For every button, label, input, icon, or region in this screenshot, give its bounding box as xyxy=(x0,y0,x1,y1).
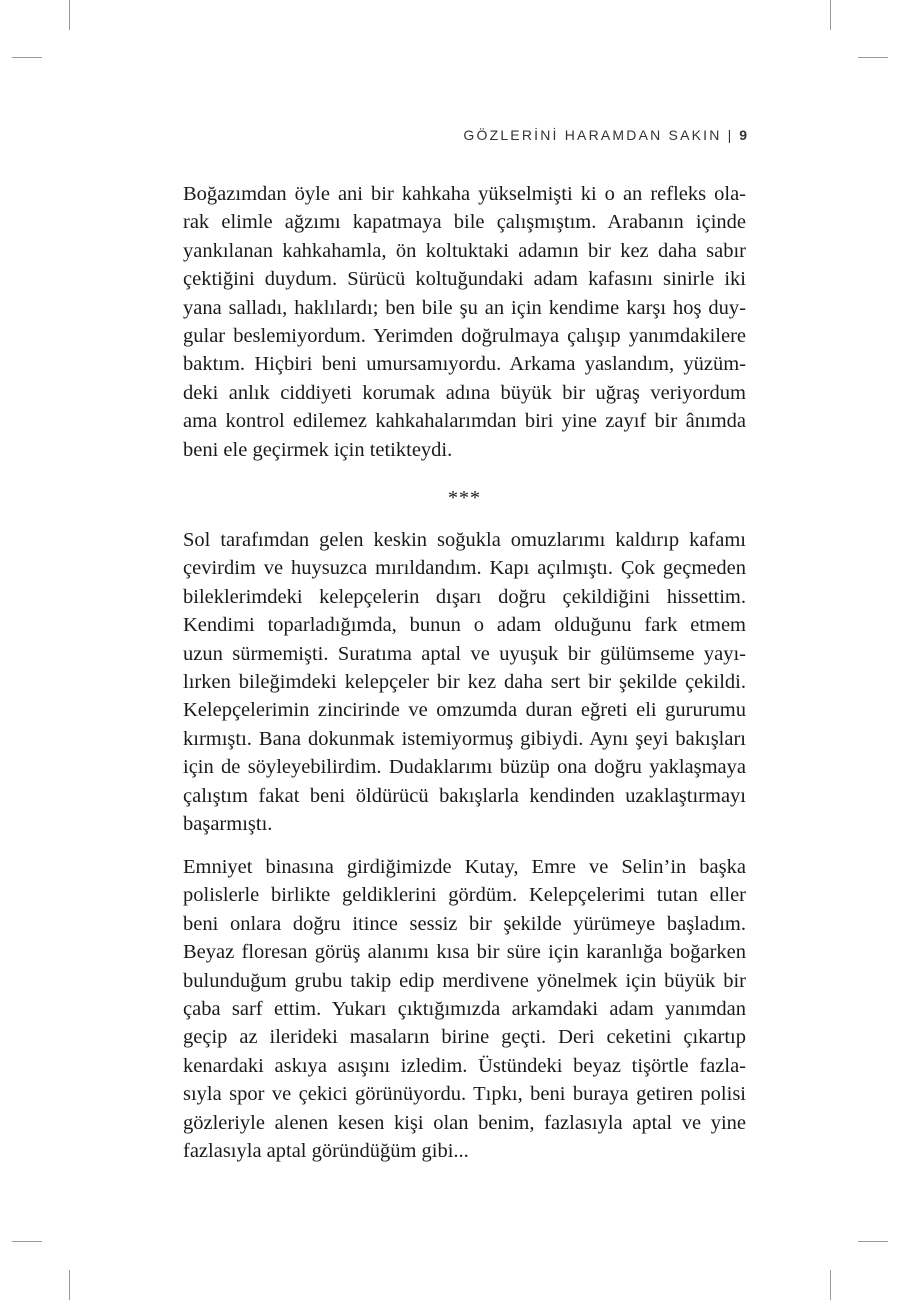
crop-mark-right-top xyxy=(858,57,888,58)
crop-mark-bottom-right xyxy=(830,1270,831,1300)
text-line: çevirdim ve huysuzca mırıldandım. Kapı açılmıştı. Çok geçmeden xyxy=(183,557,746,580)
text-line: beni onlara doğru itince sessiz bir şekilde yürümeye başladım. xyxy=(183,912,746,935)
text-line: kenardaki askıya asışını izledim. Üstündeki beyaz tişörtle fazla- xyxy=(183,1054,746,1077)
text-line: sıyla spor ve çekici görünüyordu. Tıpkı, beni buraya getiren polisi xyxy=(183,1083,746,1106)
text-line: rak elimle ağzımı kapatmaya bile çalışmıştım. Arabanın içinde xyxy=(183,211,746,234)
running-head xyxy=(463,127,747,143)
text-line: gular beslemiyordum. Yerimden doğrulmaya çalışıp yanımdakilere xyxy=(183,324,746,347)
text-line: deki anlık ciddiyeti korumak adına büyük bir uğraş veriyordum xyxy=(183,381,746,404)
paragraph-1 xyxy=(183,180,746,464)
crop-mark-right-bottom xyxy=(858,1241,888,1242)
text-line: Boğazımdan öyle ani bir kahkaha yükselmişti ki o an refleks ola- xyxy=(183,183,746,205)
text-line: fazlasıyla aptal göründüğüm gibi... xyxy=(183,1139,469,1162)
page-number: 9 xyxy=(739,127,747,143)
crop-mark-left-top xyxy=(12,57,42,58)
text-line: Kelepçelerimin zincirinde ve omzumda duran eğreti eli gururumu xyxy=(183,699,746,722)
text-line: lırken bileğimdeki kelepçeler bir kez daha sert bir şekilde çekildi. xyxy=(183,670,746,693)
text-line: uzun sürmemişti. Suratıma aptal ve uyuşuk bir gülümseme yayı- xyxy=(183,642,746,665)
text-line: beni ele geçirmek için tetikteydi. xyxy=(183,438,453,461)
text-line: Kendimi toparladığımda, bunun o adam olduğunu fark etmem xyxy=(183,614,746,637)
paragraph-2 xyxy=(183,526,746,838)
crop-mark-top-left xyxy=(69,0,70,30)
text-line: çaba sarf ettim. Yukarı çıktığımızda arkamdaki adam yanımdan xyxy=(183,997,746,1020)
header-separator: | xyxy=(727,127,732,143)
text-line: yankılanan kahkahamla, ön koltuktaki adamın bir kez daha sabır xyxy=(183,239,746,262)
text-line: bulunduğum grubu takip edip merdivene yönelmek için büyük bir xyxy=(183,969,746,992)
text-line: kırmıştı. Bana dokunmak istemiyormuş gibiydi. Aynı şeyi bakışları xyxy=(183,727,746,750)
text-line: Sol tarafımdan gelen keskin soğukla omuzlarımı kaldırıp kafamı xyxy=(183,529,746,551)
text-line: bileklerimdeki kelepçelerin dışarı doğru çekildiğini hissettim. xyxy=(183,585,746,608)
paragraph-3 xyxy=(183,853,746,1165)
text-line: ama kontrol edilemez kahkahalarımdan biri yine zayıf bir ânımda xyxy=(183,410,746,433)
book-title: GÖZLERİNİ HARAMDAN SAKIN xyxy=(463,127,722,143)
text-line: yana salladı, haklılardı; ben bile şu an için kendime karşı hoş duy- xyxy=(183,296,746,319)
text-line: polislerle birlikte geldiklerini gördüm. Kelepçelerimi tutan eller xyxy=(183,884,746,907)
text-line: çektiğini duydum. Sürücü koltuğundaki adam kafasını sinirle iki xyxy=(183,268,746,291)
text-line: Beyaz floresan görüş alanımı kısa bir süre için karanlığa boğarken xyxy=(183,941,746,964)
crop-mark-left-bottom xyxy=(12,1241,42,1242)
text-line: başarmıştı. xyxy=(183,812,273,835)
text-line: geçip az ilerideki masaların birine geçti. Deri ceketini çıkartıp xyxy=(183,1026,746,1049)
crop-mark-bottom-left xyxy=(69,1270,70,1300)
text-line: Emniyet binasına girdiğimizde Kutay, Emre ve Selin’in başka xyxy=(183,856,746,878)
section-break: *** xyxy=(448,487,481,509)
text-line: baktım. Hiçbiri beni umursamıyordu. Arkama yaslandım, yüzüm- xyxy=(183,353,746,376)
text-line: çalıştım fakat beni öldürücü bakışlarla kendinden uzaklaştırmayı xyxy=(183,784,746,807)
text-line: gözleriyle alenen kesen kişi olan benim, fazlasıyla aptal ve yine xyxy=(183,1111,746,1134)
crop-mark-top-right xyxy=(830,0,831,30)
text-line: için de söyleyebilirdim. Dudaklarımı büzüp ona doğru yaklaşmaya xyxy=(183,756,746,779)
